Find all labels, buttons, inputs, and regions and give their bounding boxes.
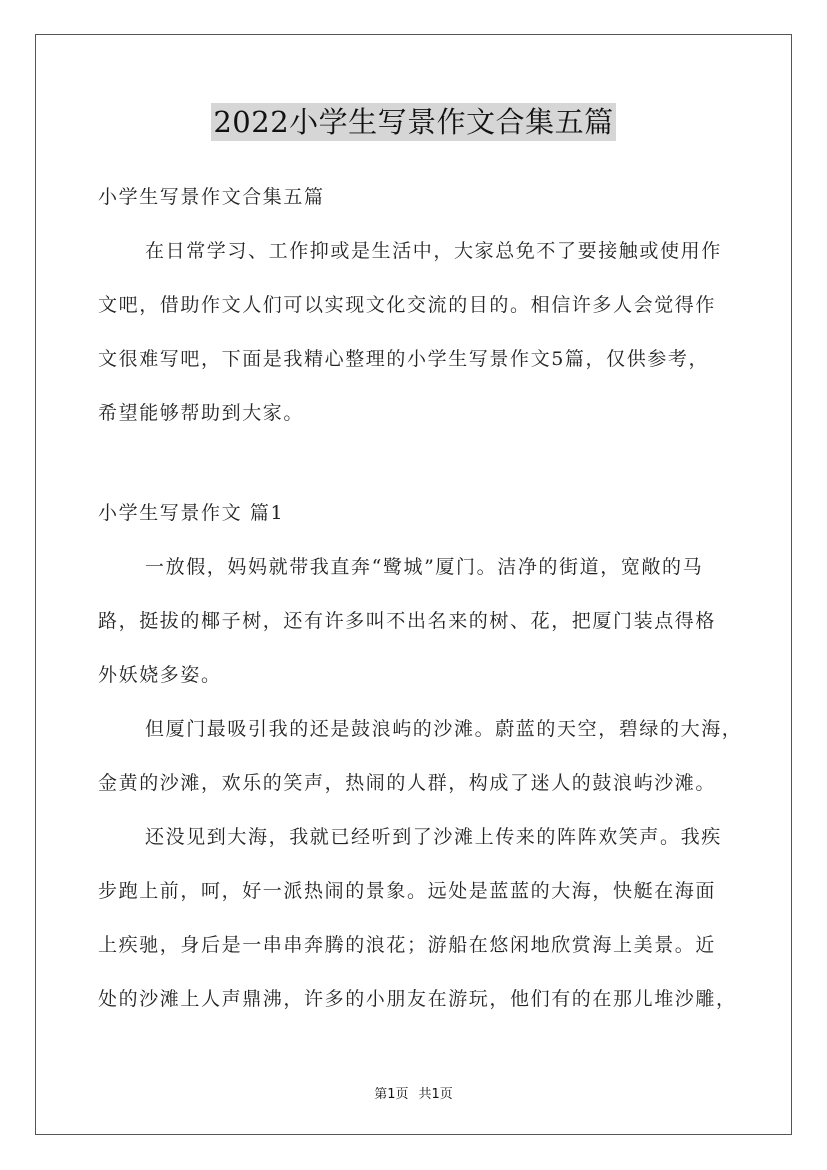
page-total: 共1页	[418, 1087, 453, 1102]
paragraph-line: 步跑上前，呵，好一派热闹的景象。远处是蓝蓝的大海，快艇在海面	[98, 880, 717, 902]
spacer	[98, 440, 738, 486]
paragraph-line: 上疾驰，身后是一串串奔腾的浪花；游船在悠闲地欣赏海上美景。近	[98, 934, 717, 956]
page-number: 第1页	[374, 1087, 409, 1102]
title-container	[0, 103, 827, 141]
intro-line: 文吧，借助作文人们可以实现文化交流的目的。相信许多人会觉得作	[98, 294, 717, 316]
paragraph-line: 路，挺拔的椰子树，还有许多叫不出名来的树、花，把厦门装点得格	[98, 610, 717, 632]
paragraph-line: 一放假，妈妈就带我直奔“鹭城”厦门。洁净的街道，宽敞的马	[145, 556, 704, 578]
paragraph-line: 外妖娆多姿。	[98, 664, 222, 686]
paragraph-line: 还没见到大海，我就已经听到了沙滩上传来的阵阵欢笑声。我疾	[145, 826, 722, 848]
paragraph-line: 金黄的沙滩，欢乐的笑声，热闹的人群，构成了迷人的鼓浪屿沙滩。	[98, 772, 717, 794]
intro-line: 希望能够帮助到大家。	[98, 402, 305, 424]
subtitle: 小学生写景作文合集五篇	[98, 186, 325, 208]
section-heading: 小学生写景作文 篇1	[98, 502, 285, 524]
document-body	[98, 170, 743, 1026]
paragraph-line: 但厦门最吸引我的还是鼓浪屿的沙滩。蔚蓝的天空，碧绿的大海，	[145, 718, 743, 740]
intro-line: 在日常学习、工作抑或是生活中，大家总免不了要接触或使用作	[145, 240, 722, 262]
document-title: 2022小学生写景作文合集五篇	[213, 105, 614, 139]
page-footer	[0, 1083, 827, 1102]
paragraph-line: 处的沙滩上人声鼎沸，许多的小朋友在游玩，他们有的在那儿堆沙雕，	[98, 988, 737, 1010]
intro-line: 文很难写吧，下面是我精心整理的小学生写景作文5篇，仅供参考，	[98, 348, 710, 370]
